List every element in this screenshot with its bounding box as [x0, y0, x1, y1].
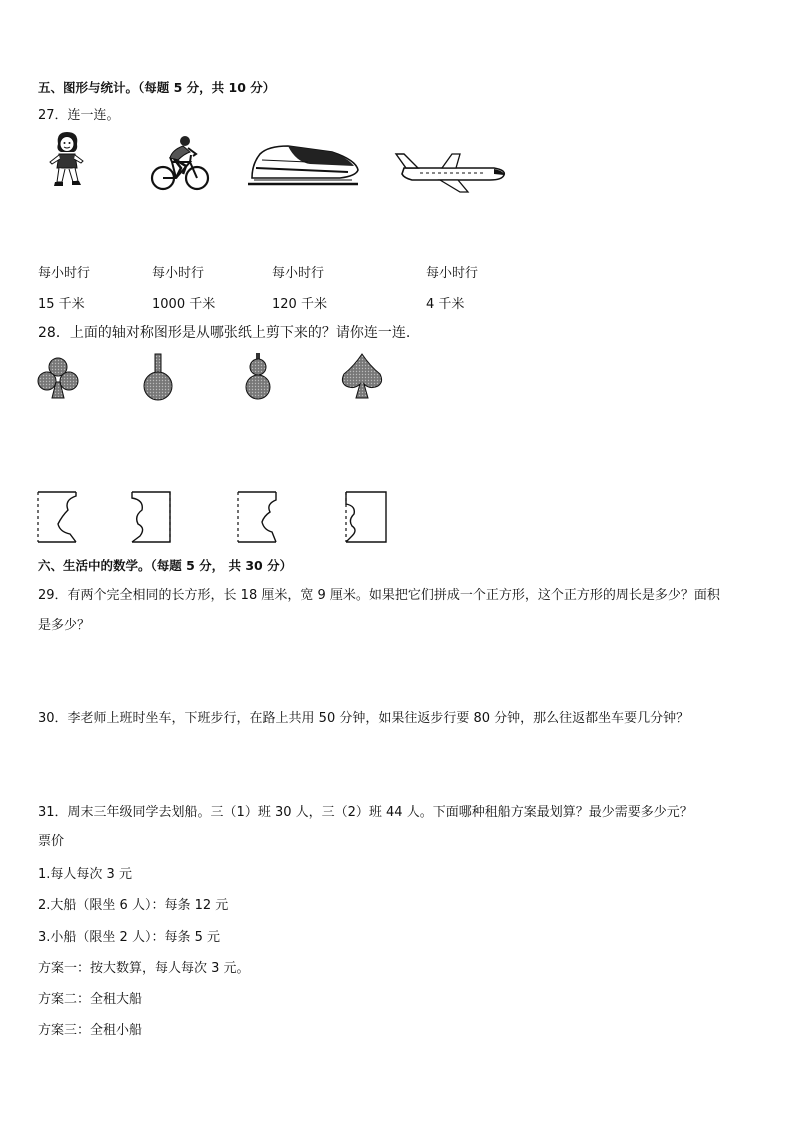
price-item-1: 1.每人每次 3 元	[38, 867, 132, 882]
speed-value-1: 15 千米	[38, 297, 85, 312]
speed-prefix-3: 每小时行	[272, 266, 325, 281]
question-29-line-1: 29．有两个完全相同的长方形，长 18 厘米，宽 9 厘米。如果把它们拼成一个正方形，这个正方形的周长是多少？面积	[38, 588, 720, 603]
plan-3: 方案三：全租小船	[38, 1023, 143, 1038]
question-28-prompt: 28．上面的轴对称图形是从哪张纸上剪下来的？请你连一连.	[38, 325, 411, 341]
section-5-title: 五、图形与统计。（每题 5 分，共 10 分）	[38, 80, 276, 95]
girl-walking-icon	[46, 130, 88, 190]
paper-cut-4	[344, 490, 390, 544]
paper-cut-1	[36, 490, 78, 544]
speed-value-2: 1000 千米	[152, 297, 216, 312]
round-bottle-icon	[140, 352, 176, 402]
speed-prefix-1: 每小时行	[38, 266, 91, 281]
speed-prefix-2: 每小时行	[152, 266, 205, 281]
speed-value-3: 120 千米	[272, 297, 327, 312]
speed-prefix-4: 每小时行	[426, 266, 479, 281]
question-27-prompt: 27．连一连。	[38, 108, 120, 123]
high-speed-train-icon	[248, 142, 360, 188]
cyclist-icon	[150, 134, 212, 194]
price-heading: 票价	[38, 834, 65, 849]
price-item-2: 2.大船（限坐 6 人）：每条 12 元	[38, 898, 229, 913]
paper-cut-2	[130, 490, 174, 544]
question-30: 30．李老师上班时坐车，下班步行，在路上共用 50 分钟，如果往返步行要 80 分钟，那么往返都坐车要几分钟？	[38, 711, 690, 726]
price-item-3: 3.小船（限坐 2 人）：每条 5 元	[38, 930, 220, 945]
paper-cut-3	[236, 490, 280, 544]
airplane-icon	[394, 150, 508, 194]
question-29-line-2: 是多少？	[38, 618, 91, 633]
plan-2: 方案二：全租大船	[38, 992, 143, 1007]
speed-value-4: 4 千米	[426, 297, 465, 312]
question-31: 31．周末三年级同学去划船。三（1）班 30 人，三（2）班 44 人。下面哪种租船方案最划算？最少需要多少元？	[38, 805, 693, 820]
spade-shape-icon	[340, 352, 384, 402]
plan-1: 方案一：按大数算，每人每次 3 元。	[38, 961, 250, 976]
club-shape-icon	[36, 356, 80, 402]
gourd-shape-icon	[242, 352, 274, 402]
section-6-title: 六、生活中的数学。（每题 5 分， 共 30 分）	[38, 558, 293, 573]
